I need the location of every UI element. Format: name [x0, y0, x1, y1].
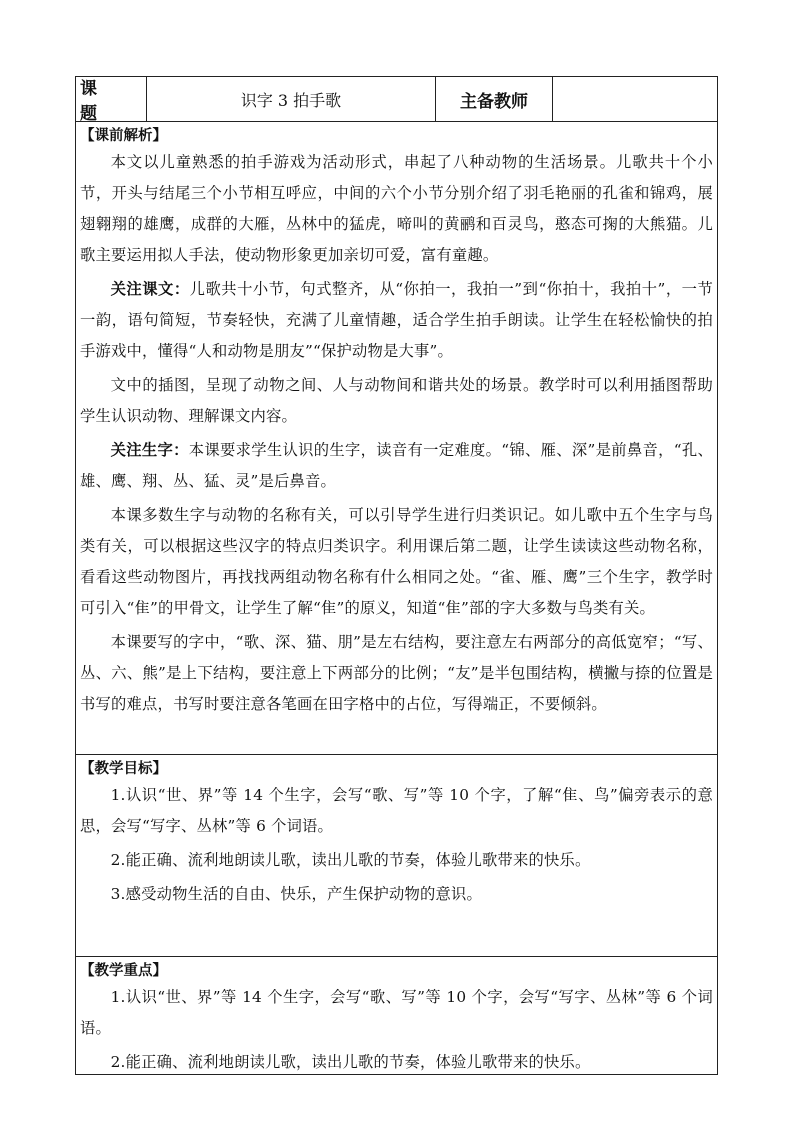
lesson-plan-table	[75, 76, 718, 1075]
teaching-goals-section	[76, 755, 717, 957]
teacher-label: 主备教师	[436, 77, 553, 121]
analysis-paragraph: 本文以儿童熟悉的拍手游戏为活动形式，串起了八种动物的生活场景。儿歌共十个小节，开头与结尾三个小节相互呼应，中间的六个小节分别介绍了羽毛艳丽的孔雀和锦鸡，展翅翱翔的雄鹰，成群的大雁，丛林中的猛虎，啼叫的黄鹂和百灵鸟，憨态可掬的大熊猫。儿歌主要运用拟人手法，使动物形象更加亲切可爱，富有童趣。	[80, 153, 713, 264]
focus-chars-body: 本课要求学生认识的生字，读音有一定难度。“锦、雁、深”是前鼻音，“孔、雄、鹰、翔、丛、猛、灵”是后鼻音。	[80, 441, 713, 490]
analysis-paragraph	[80, 274, 713, 367]
goal-item: 2.能正确、流利地朗读儿歌，读出儿歌的节奏，体验儿歌带来的快乐。	[110, 851, 591, 869]
section-title: 【教学重点】	[80, 962, 167, 979]
teacher-value	[553, 77, 717, 121]
keypoint-item: 2.能正确、流利地朗读儿歌，读出儿歌的节奏，体验儿歌带来的快乐。	[110, 1053, 591, 1071]
topic-label: 课 题	[76, 77, 147, 121]
analysis-paragraph: 文中的插图，呈现了动物之间、人与动物间和谐共处的场景。教学时可以利用插图帮助学生认识动物、理解课文内容。	[80, 376, 713, 425]
focus-chars-lead: 关注生字：	[110, 441, 189, 459]
topic-value: 识字 3 拍手歌	[147, 77, 436, 121]
focus-text-body: 儿歌共十小节，句式整齐，从“你拍一，我拍一”到“你拍十，我拍十”，一节一韵，语句简短，节奏轻快，充满了儿童情趣，适合学生拍手朗读。让学生在轻松愉快的拍手游戏中，懂得“人和动物是朋友”“保护动物是大事”。	[80, 280, 713, 360]
keypoint-item: 1.认识“世、界”等 14 个生字，会写“歌、写”等 10 个字，会写“写字、丛林”等 6 个词语。	[80, 988, 713, 1037]
goal-item: 3.感受动物生活的自由、快乐，产生保护动物的意识。	[110, 885, 483, 903]
focus-text-lead: 关注课文：	[110, 280, 190, 298]
analysis-paragraph: 本课多数生字与动物的名称有关，可以引导学生进行归类识记。如儿歌中五个生字与鸟类有关，可以根据这些汉字的特点归类识字。利用课后第二题，让学生读读这些动物名称，看看这些动物图片，再找找两组动物名称有什么相同之处。“雀、雁、鹰”三个生字，教学时可引入“隹”的甲骨文，让学生了解“隹”的原义，知道“隹”部的字大多数与鸟类有关。	[80, 506, 713, 617]
pre-lesson-analysis-section	[76, 122, 717, 755]
section-title: 【课前解析】	[80, 127, 167, 144]
header-row	[76, 77, 717, 122]
teaching-keypoints-section	[76, 957, 717, 1074]
section-title: 【教学目标】	[80, 760, 167, 777]
goal-item: 1.认识“世、界”等 14 个生字，会写“歌、写”等 10 个字，了解“隹、鸟”偏旁表示的意思，会写“写字、丛林”等 6 个词语。	[80, 786, 713, 835]
analysis-paragraph	[80, 435, 713, 497]
analysis-paragraph: 本课要写的字中，“歌、深、猫、朋”是左右结构，要注意左右两部分的高低宽窄；“写、丛、六、熊”是上下结构，要注意上下两部分的比例；“友”是半包围结构，横撇与捺的位置是书写的难点，书写时要注意各笔画在田字格中的占位，写得端正，不要倾斜。	[80, 633, 713, 713]
